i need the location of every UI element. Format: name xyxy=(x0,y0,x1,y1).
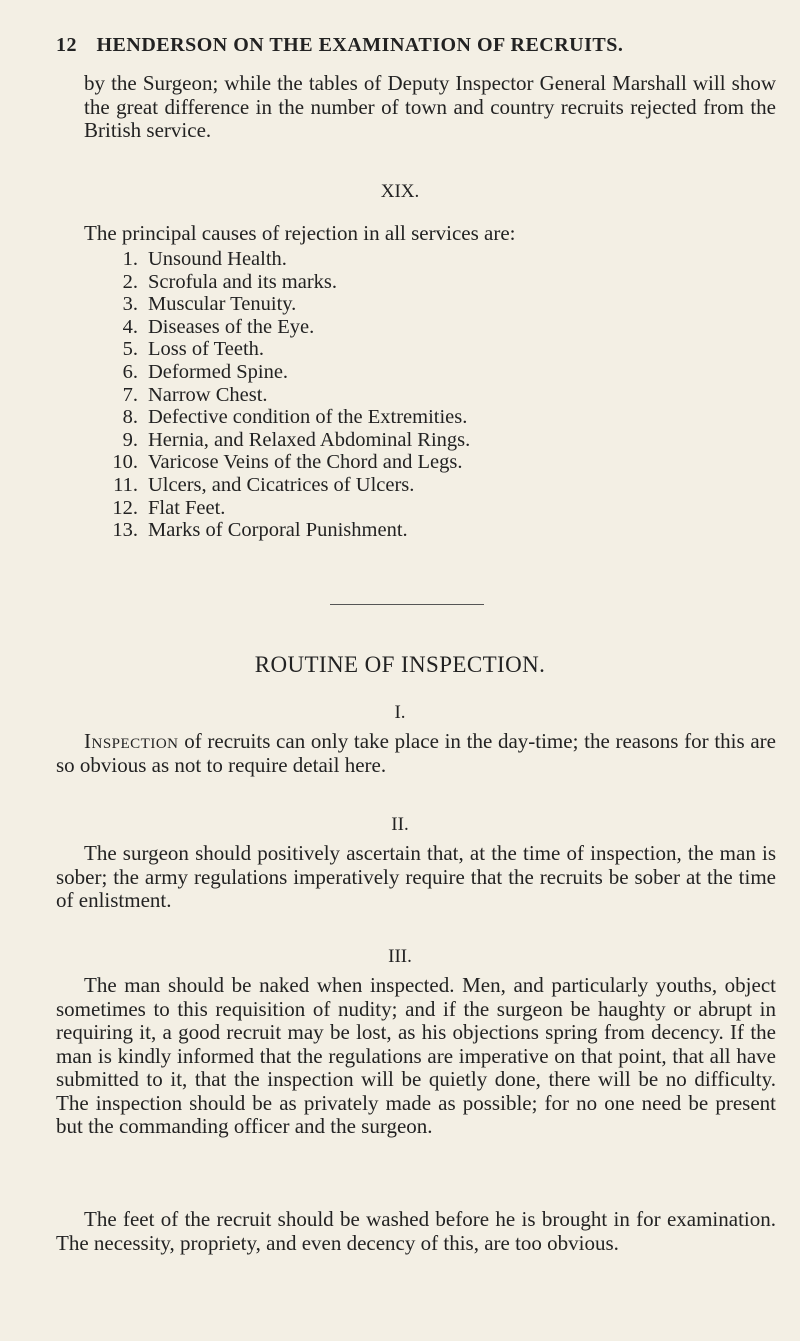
list-item: 6. Deformed Spine. xyxy=(122,360,289,383)
routine-numeral-iii: III. xyxy=(388,946,412,967)
list-item: 13. Marks of Corporal Punishment. xyxy=(112,519,408,542)
list-item: 10. Varicose Veins of the Chord and Legs. xyxy=(112,451,463,474)
list-item: 1. Unsound Health. xyxy=(122,248,287,270)
routine-numeral-ii: II. xyxy=(391,814,409,835)
section-divider xyxy=(330,604,484,605)
page-number: 12 xyxy=(56,34,77,56)
list-item: 7. Narrow Chest. xyxy=(122,383,268,406)
rejection-causes-list xyxy=(108,248,470,542)
list-item: 11. Ulcers, and Cicatrices of Ulcers. xyxy=(113,473,415,496)
list-item: 8. Defective condition of the Extremities. xyxy=(122,406,468,429)
section-xix-lead: The principal causes of rejection in all services are: xyxy=(84,221,516,245)
running-title: HENDERSON ON THE EXAMINATION OF RECRUITS. xyxy=(96,34,624,56)
routine-title: ROUTINE OF INSPECTION. xyxy=(254,652,546,677)
intro-paragraph: by the Surgeon; while the tables of Deputy Inspector General Marshall will show the great difference in the number of town and country recruits rejected from the British service. xyxy=(84,71,776,142)
list-item: 5. Loss of Teeth. xyxy=(122,338,265,361)
routine-paragraph-i: Inspection of recruits can only take place in the day-time; the reasons for this are so obvious as not to require detail here. xyxy=(56,729,776,777)
routine-paragraph-iii: The man should be naked when inspected. Men, and particularly youths, object sometimes to this requisition of nudity; and if the surgeon be haughty or abrupt in requiring it, a good recruit may be lost, as his objections spring from decency. If the man is kindly informed that the regulations are imperative on that point, that all have submitted to it, that the inspection will be quietly done, there will be no difficulty. The inspection should be as privately made as possible; for no one need be present but the commanding officer and the surgeon. xyxy=(56,973,776,1138)
list-item: 4. Diseases of the Eye. xyxy=(122,315,315,338)
routine-paragraph-ii: The surgeon should positively ascertain that, at the time of inspection, the man is sober; the army regulations imperatively require that the recruits be sober at the time of enlistment. xyxy=(56,841,776,912)
list-item: 2. Scrofula and its marks. xyxy=(122,270,338,293)
list-item: 9. Hernia, and Relaxed Abdominal Rings. xyxy=(122,428,471,451)
section-xix-numeral: XIX. xyxy=(380,181,420,202)
running-header xyxy=(56,34,756,57)
routine-numeral-i: I. xyxy=(394,702,406,723)
routine-paragraph-iii-feet: The feet of the recruit should be washed before he is brought in for examination. The necessity, propriety, and even decency of this, are too obvious. xyxy=(56,1207,776,1255)
list-item: 12. Flat Feet. xyxy=(112,496,226,519)
list-item: 3. Muscular Tenuity. xyxy=(122,293,297,316)
